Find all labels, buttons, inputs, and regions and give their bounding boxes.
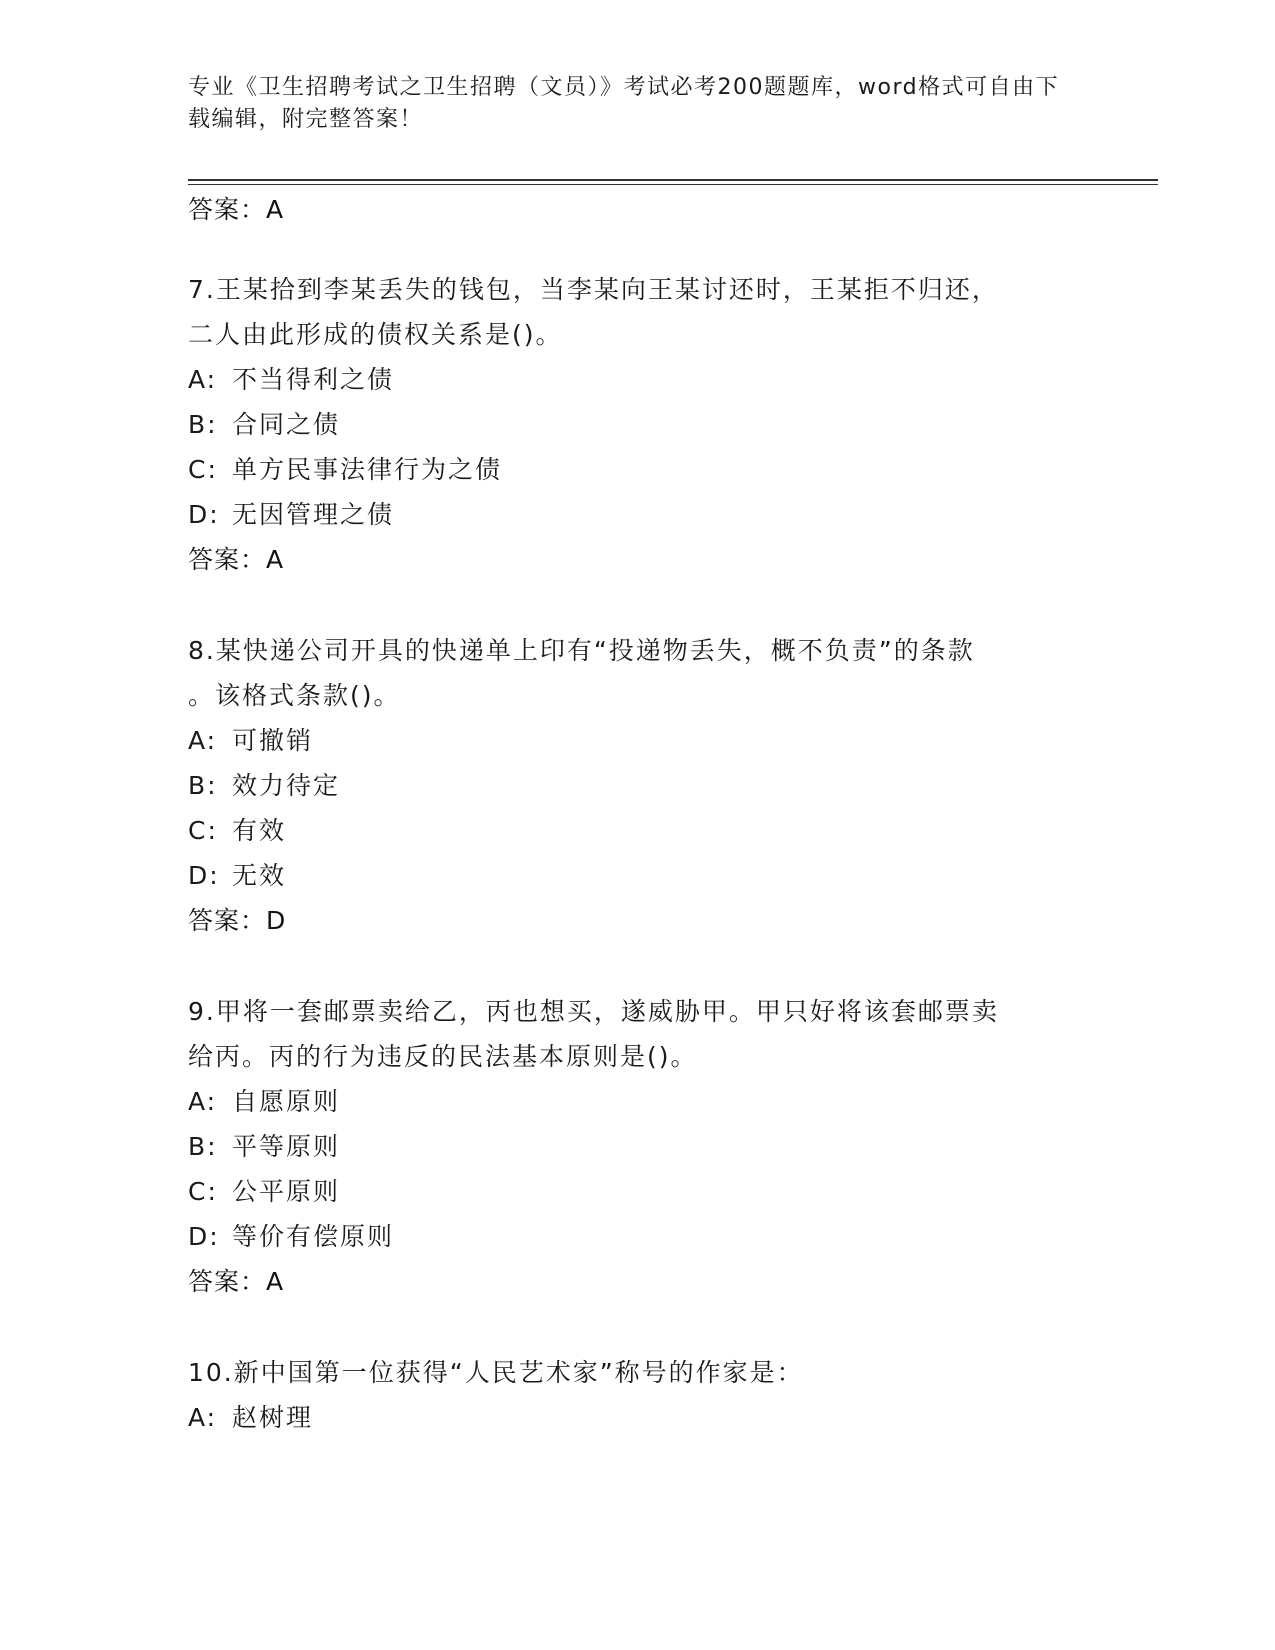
question-9-option-a [188, 1085, 340, 1119]
question-9-option-d [188, 1220, 394, 1254]
question-7-line-1: 7.王某拾到李某丢失的钱包，当李某向王某讨还时，王某拒不归还， [188, 275, 999, 304]
question-7-option-b [188, 408, 340, 442]
option-letter: C: [188, 816, 218, 845]
question-10-line-1: 10.新中国第一位获得“人民艺术家”称号的作家是： [188, 1358, 804, 1387]
question-8-option-c [188, 814, 286, 848]
header-divider-thin [188, 184, 1158, 185]
question-7-option-a [188, 363, 394, 397]
question-9-option-b [188, 1130, 340, 1164]
question-7-option-d [188, 498, 394, 532]
document-intro: 专业《卫生招聘考试之卫生招聘（文员）》考试必考200题题库，word格式可自由下载编辑，附完整答案！ [188, 75, 1060, 132]
option-letter: D: [188, 1222, 220, 1251]
option-letter: A: [188, 1403, 218, 1432]
option-letter: A: [188, 726, 218, 755]
question-9-option-c [188, 1175, 340, 1209]
question-8-option-d [188, 859, 286, 893]
question-10-option-a [188, 1401, 313, 1435]
option-text: 不当得利之债 [232, 365, 395, 394]
option-letter: C: [188, 455, 218, 484]
question-9-line-1: 9.甲将一套邮票卖给乙，丙也想买，遂威胁甲。甲只好将该套邮票卖 [188, 997, 999, 1026]
option-text: 合同之债 [232, 410, 341, 439]
question-7-answer: 答案：A [188, 545, 285, 574]
option-text: 无效 [232, 861, 287, 890]
question-9-line-2: 给丙。丙的行为违反的民法基本原则是()。 [188, 1042, 698, 1071]
option-text: 有效 [232, 816, 287, 845]
option-text: 平等原则 [232, 1132, 341, 1161]
option-letter: A: [188, 1087, 218, 1116]
option-letter: D: [188, 500, 220, 529]
option-text: 赵树理 [232, 1403, 314, 1432]
option-letter: A: [188, 365, 218, 394]
answer-previous: 答案：A [188, 195, 285, 224]
option-letter: C: [188, 1177, 218, 1206]
question-8-answer: 答案：D [188, 906, 287, 935]
option-text: 等价有偿原则 [232, 1222, 395, 1251]
option-text: 单方民事法律行为之债 [232, 455, 503, 484]
question-9-answer: 答案：A [188, 1267, 285, 1296]
header-divider-thick [188, 179, 1158, 181]
option-text: 效力待定 [232, 771, 341, 800]
option-letter: B: [188, 771, 218, 800]
option-letter: B: [188, 410, 218, 439]
question-8-line-2: 。该格式条款()。 [188, 681, 401, 710]
option-text: 自愿原则 [232, 1087, 341, 1116]
question-7-option-c [188, 453, 502, 487]
option-text: 无因管理之债 [232, 500, 395, 529]
option-letter: B: [188, 1132, 218, 1161]
question-7-line-2: 二人由此形成的债权关系是()。 [188, 320, 563, 349]
question-8-line-1: 8.某快递公司开具的快递单上印有“投递物丢失，概不负责”的条款 [188, 636, 975, 665]
option-letter: D: [188, 861, 220, 890]
question-8-option-a [188, 724, 313, 758]
question-8-option-b [188, 769, 340, 803]
option-text: 公平原则 [232, 1177, 341, 1206]
option-text: 可撤销 [232, 726, 314, 755]
